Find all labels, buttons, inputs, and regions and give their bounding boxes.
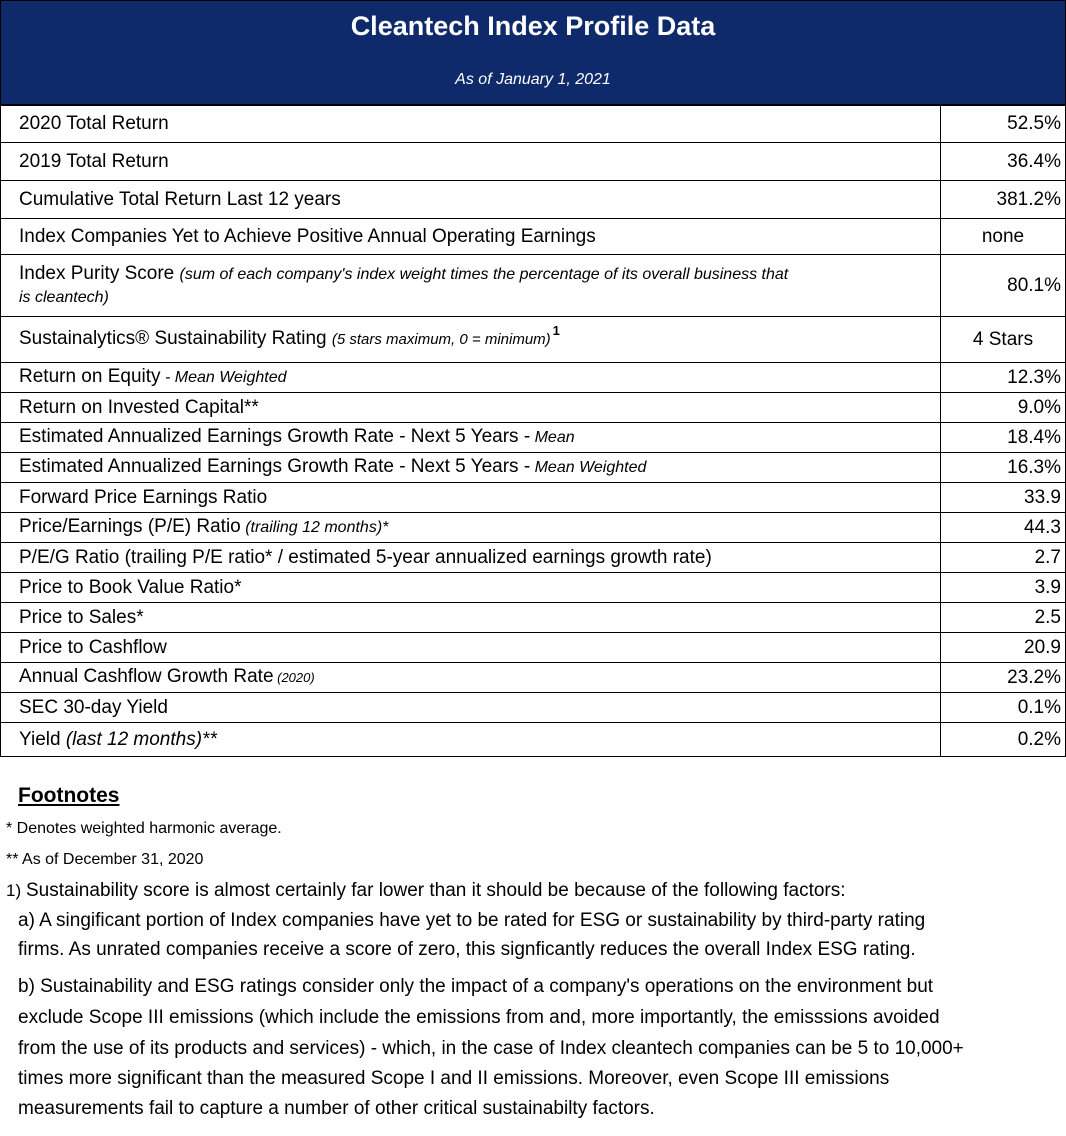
row-value: 44.3: [941, 513, 1066, 543]
row-note: Mean Weighted: [530, 459, 647, 476]
row-label: Index Purity Score (sum of each company's index weight times the percentage of its overall business that is cleantech): [1, 255, 941, 317]
row-value: 52.5%: [941, 105, 1066, 143]
row-value: 0.1%: [941, 693, 1066, 723]
table-row: [1, 513, 1066, 543]
row-value: 2.7: [941, 543, 1066, 573]
row-value: 12.3%: [941, 363, 1066, 393]
page-title: Cleantech Index Profile Data: [350, 11, 716, 41]
table-row: [1, 181, 1066, 219]
row-label: Return on Invested Capital**: [1, 393, 941, 423]
footnote-b-line: measurements fail to capture a number of other critical sustainabilty factors.: [18, 1098, 655, 1119]
table-row: [1, 363, 1066, 393]
row-note: (trailing 12 months)*: [240, 519, 389, 536]
footnote-b-line: exclude Scope III emissions (which include the emissions from and, more importantly, the emisssions avoided: [18, 1007, 940, 1028]
row-value: 80.1%: [941, 255, 1066, 317]
row-label: Price to Cashflow: [1, 633, 941, 663]
footnotes-heading: Footnotes: [18, 784, 120, 807]
table-row: [1, 483, 1066, 513]
row-value: 381.2%: [941, 181, 1066, 219]
table-row: [1, 143, 1066, 181]
row-value: 4 Stars: [941, 317, 1066, 363]
row-label: Cumulative Total Return Last 12 years: [1, 181, 941, 219]
row-note: Mean: [530, 429, 575, 446]
table-row: [1, 663, 1066, 693]
table-row: [1, 543, 1066, 573]
footnote-b-line: times more significant than the measured Scope I and II emissions. Moreover, even Scope III emissions: [18, 1068, 890, 1089]
row-label: Sustainalytics® Sustainability Rating (5 stars maximum, 0 = minimum)$^1$: [1, 317, 941, 363]
row-note: (2020): [273, 670, 315, 685]
row-value: none: [941, 219, 1066, 255]
table-row: [1, 723, 1066, 757]
footnote-star: * Denotes weighted harmonic average.: [6, 820, 282, 837]
table-row: [1, 633, 1066, 663]
row-label: Return on Equity - Mean Weighted: [1, 363, 941, 393]
table-row: [1, 453, 1066, 483]
row-label: Yield (last 12 months)**: [1, 723, 941, 757]
footnote-a-line: firms. As unrated companies receive a score of zero, this signficantly reduces the overall Index ESG rating.: [18, 939, 916, 960]
table-row: [1, 105, 1066, 143]
table-row: [1, 255, 1066, 317]
table-row: [1, 423, 1066, 453]
row-value: 33.9: [941, 483, 1066, 513]
row-label: Annual Cashflow Growth Rate (2020): [1, 663, 941, 693]
row-value: 9.0%: [941, 393, 1066, 423]
footnote-double-star: ** As of December 31, 2020: [6, 851, 204, 868]
footnote-one-number: 1): [6, 881, 22, 900]
profile-table: [0, 104, 1066, 757]
table-row: [1, 573, 1066, 603]
row-label: Price to Sales*: [1, 603, 941, 633]
row-value: 16.3%: [941, 453, 1066, 483]
row-note: (sum of each company's index weight times the percentage of its overall business that is cleantech): [19, 265, 789, 306]
row-label: 2020 Total Return: [1, 105, 941, 143]
row-note: (5 stars maximum, 0 = minimum): [331, 331, 551, 348]
footnote-one: Sustainability score is almost certainly far lower than it should be because of the following factors:: [26, 880, 846, 901]
header-banner: [0, 0, 1066, 106]
table-row: [1, 219, 1066, 255]
row-value: 3.9: [941, 573, 1066, 603]
row-value: 23.2%: [941, 663, 1066, 693]
as-of-date: As of January 1, 2021: [455, 71, 611, 88]
row-label: SEC 30-day Yield: [1, 693, 941, 723]
row-note: - Mean Weighted: [160, 369, 287, 386]
row-value: 18.4%: [941, 423, 1066, 453]
row-label: Estimated Annualized Earnings Growth Rate - Next 5 Years - Mean: [1, 423, 941, 453]
table-row: [1, 317, 1066, 363]
row-label: Forward Price Earnings Ratio: [1, 483, 941, 513]
footnote-ref: 1: [552, 323, 560, 338]
table-row: [1, 393, 1066, 423]
table-row: [1, 693, 1066, 723]
row-value: 20.9: [941, 633, 1066, 663]
row-label: P/E/G Ratio (trailing P/E ratio* / estimated 5-year annualized earnings growth rate): [1, 543, 941, 573]
row-note: (last 12 months)**: [60, 728, 217, 750]
row-label: 2019 Total Return: [1, 143, 941, 181]
footnote-a-line: a) A singificant portion of Index companies have yet to be rated for ESG or sustainability by third-party rating: [18, 910, 926, 931]
row-label: Estimated Annualized Earnings Growth Rate - Next 5 Years - Mean Weighted: [1, 453, 941, 483]
table-row: [1, 603, 1066, 633]
row-value: 0.2%: [941, 723, 1066, 757]
row-label: Price/Earnings (P/E) Ratio (trailing 12 months)*: [1, 513, 941, 543]
row-value: 36.4%: [941, 143, 1066, 181]
row-label: Price to Book Value Ratio*: [1, 573, 941, 603]
row-value: 2.5: [941, 603, 1066, 633]
footnote-b-line: b) Sustainability and ESG ratings consider only the impact of a company's operations on the environment but: [18, 976, 934, 997]
row-label: Index Companies Yet to Achieve Positive Annual Operating Earnings: [1, 219, 941, 255]
footnote-b-line: from the use of its products and services) - which, in the case of Index cleantech companies can be 5 to 10,000+: [18, 1038, 964, 1059]
